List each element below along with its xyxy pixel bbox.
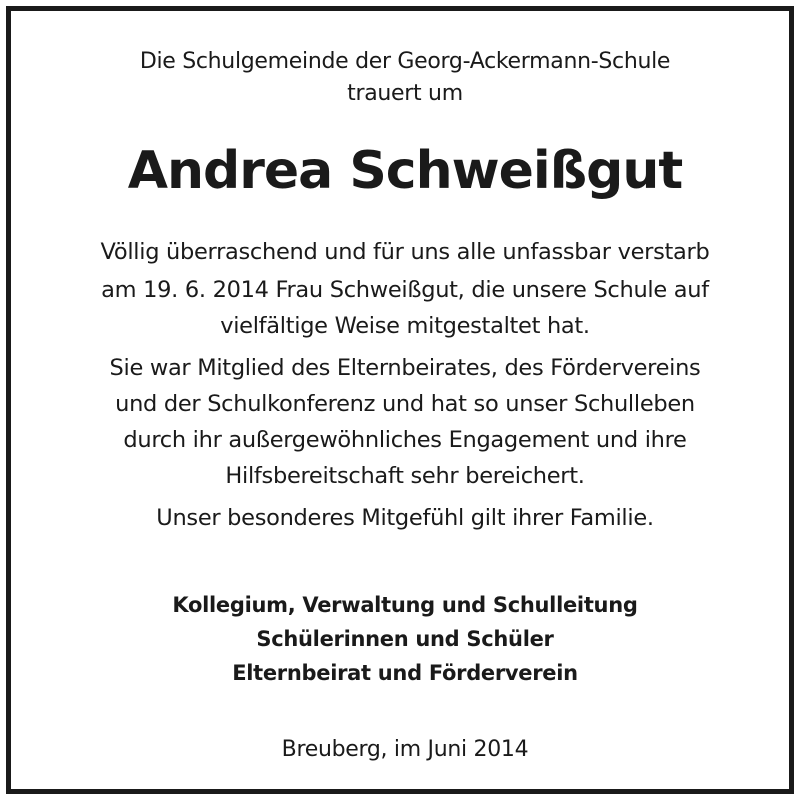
paragraph-2-line-3: durch ihr außergewöhnliches Engagement und ihre bbox=[123, 427, 687, 453]
deceased-name: Andrea Schweißgut bbox=[127, 141, 683, 201]
place-and-date: Breuberg, im Juni 2014 bbox=[281, 737, 529, 762]
intro-line-2: trauert um bbox=[347, 81, 463, 106]
signer-line-2: Schülerinnen und Schüler bbox=[256, 627, 554, 651]
intro-line-1: Die Schulgemeinde der Georg-Ackermann-Schule bbox=[139, 49, 671, 74]
paragraph-1-line-1: Völlig überraschend und für uns alle unfassbar verstarb bbox=[100, 239, 710, 265]
signer-line-1: Kollegium, Verwaltung und Schulleitung bbox=[172, 593, 638, 617]
paragraph-2-line-4: Hilfsbereitschaft sehr bereichert. bbox=[225, 463, 585, 489]
paragraph-1-line-2: am 19. 6. 2014 Frau Schweißgut, die unsere Schule auf bbox=[101, 277, 709, 303]
paragraph-2-line-1: Sie war Mitglied des Elternbeirates, des Fördervereins bbox=[109, 355, 701, 381]
obituary-notice bbox=[6, 6, 794, 794]
paragraph-3-line-1: Unser besonderes Mitgefühl gilt ihrer Familie. bbox=[156, 505, 654, 531]
paragraph-1-line-3: vielfältige Weise mitgestaltet hat. bbox=[220, 313, 590, 339]
signer-line-3: Elternbeirat und Förderverein bbox=[232, 661, 578, 685]
paragraph-2-line-2: und der Schulkonferenz und hat so unser Schulleben bbox=[115, 391, 695, 417]
